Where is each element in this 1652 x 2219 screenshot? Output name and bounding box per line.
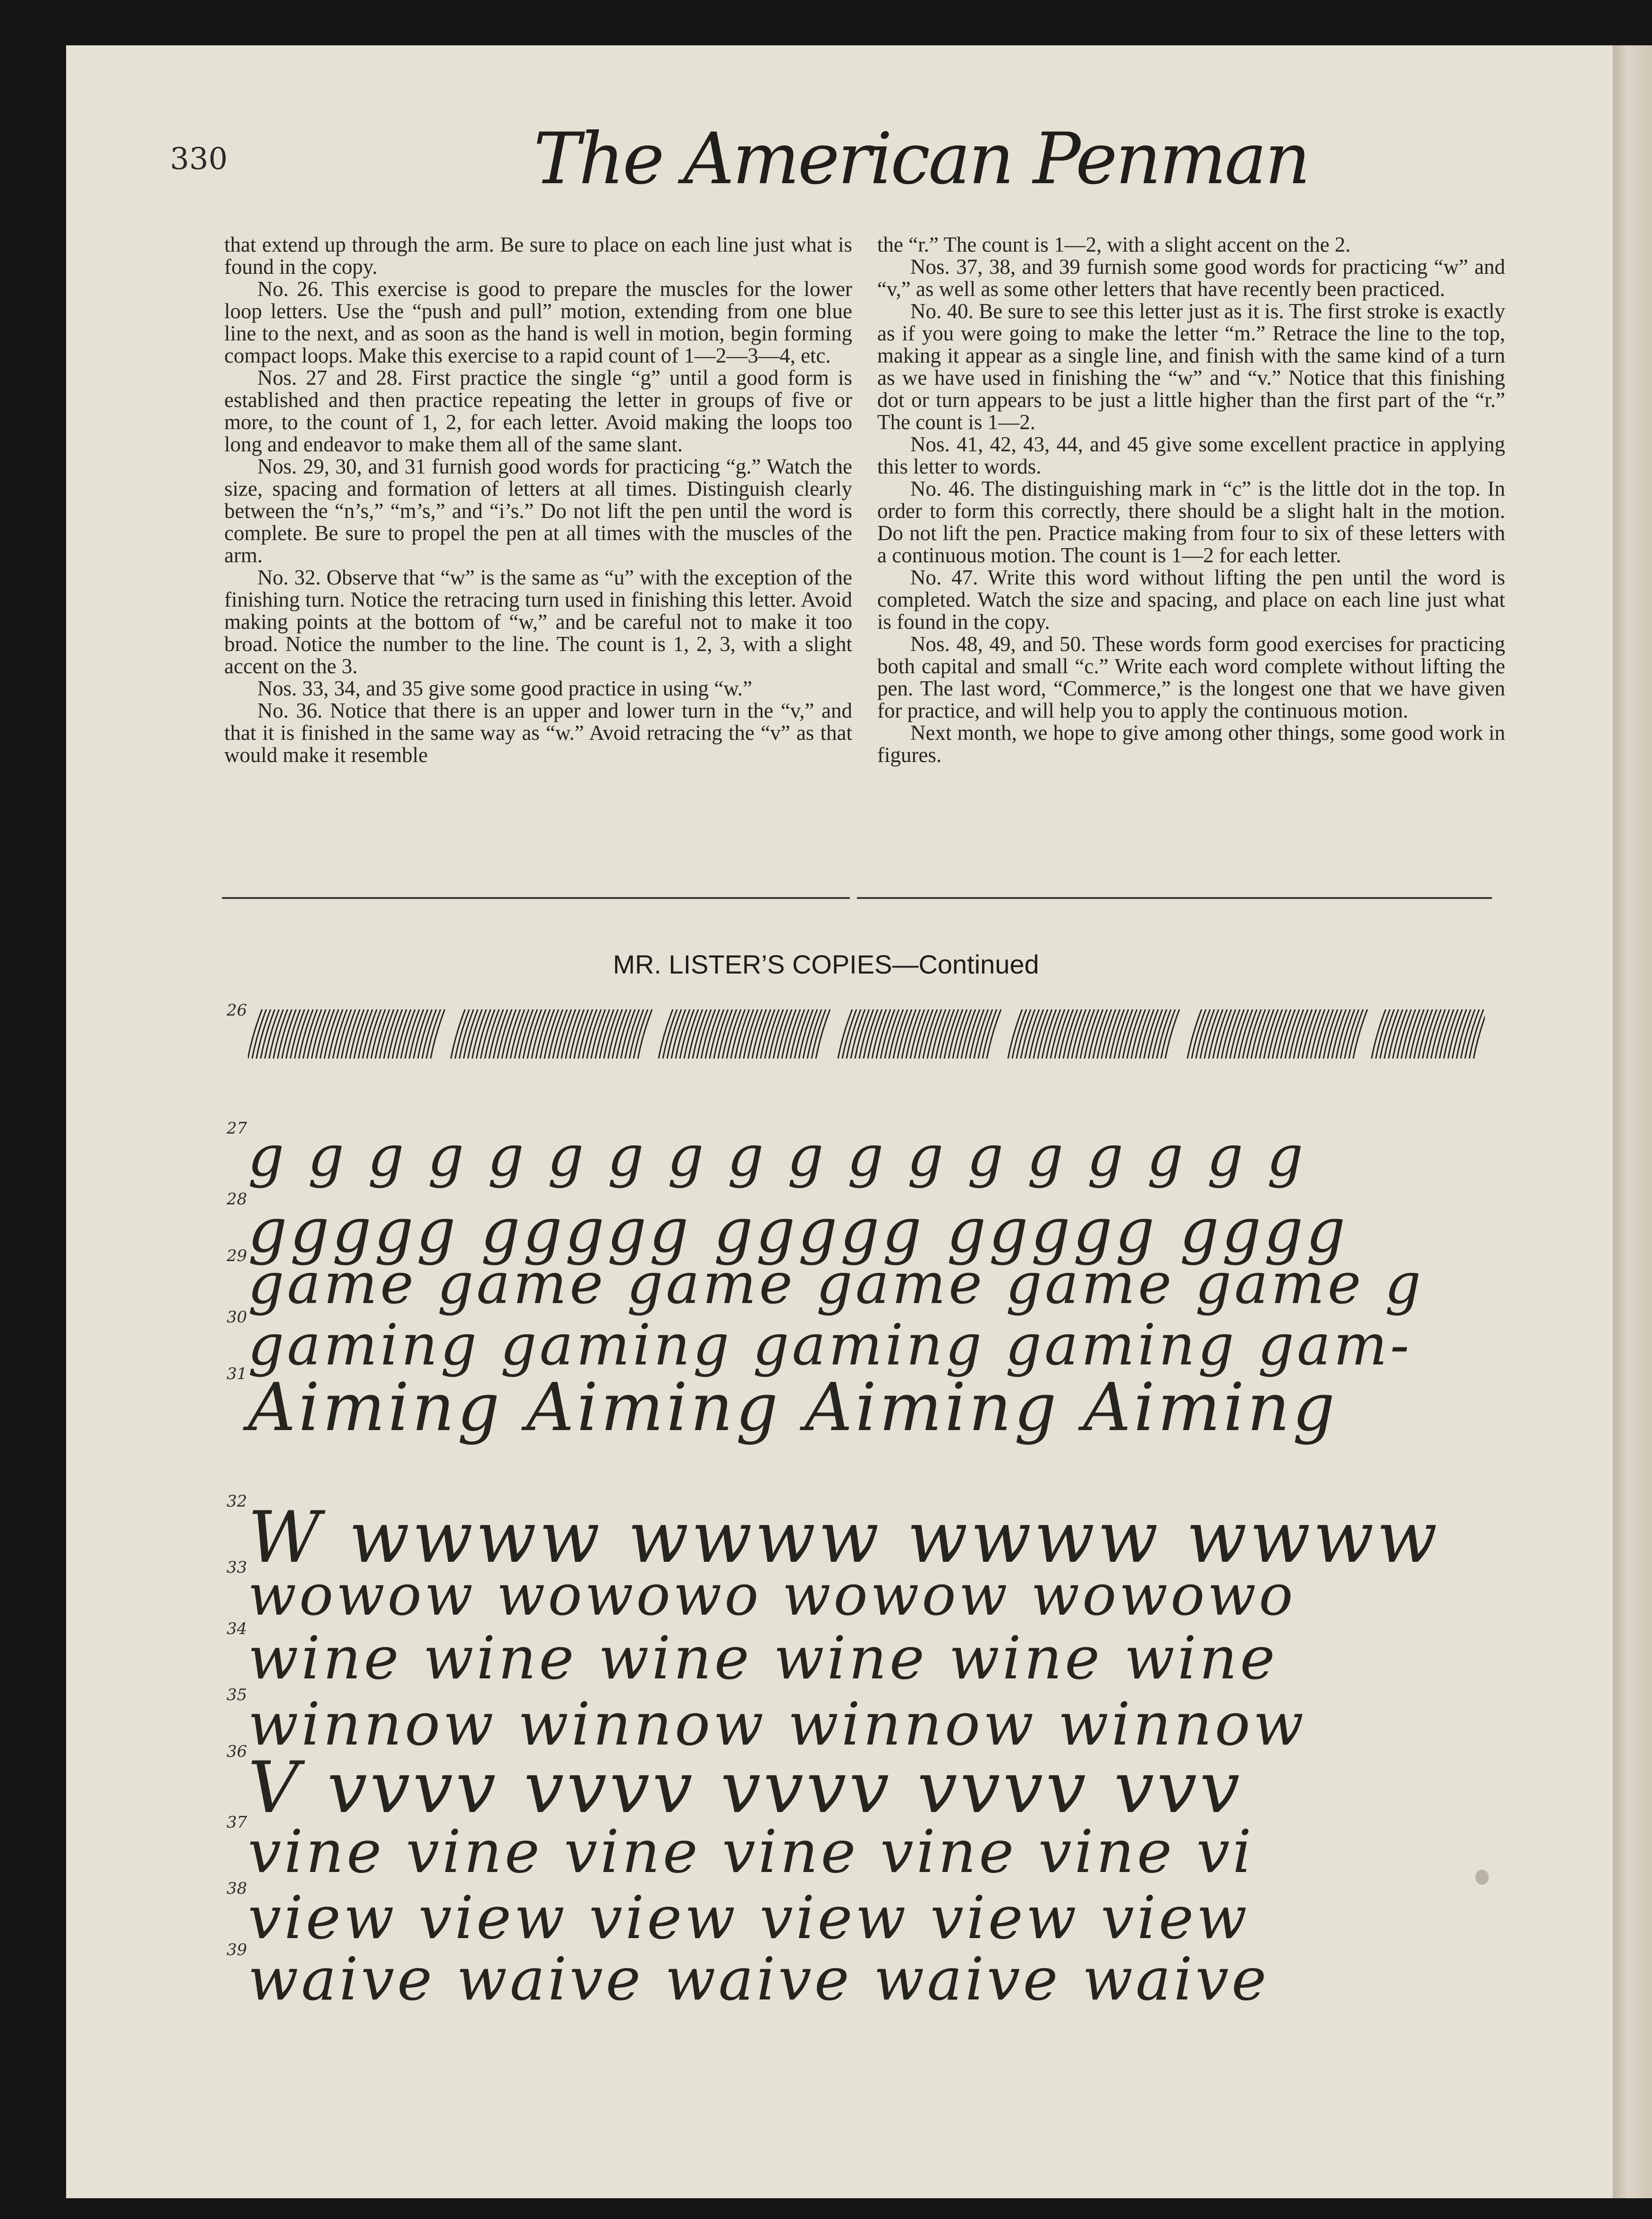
script-copy: g g g g g g g g g g g g g g g g g g <box>248 1124 1306 1189</box>
loop-drill-group <box>1008 1009 1179 1059</box>
article-paragraph: Nos. 29, 30, and 31 furnish good words for practicing “g.” Watch the size, spacing and formation of letters at all times. Distinguish clearly between the “n’s,” “m’s,” and “i’s.” Do not lift the pen until the word is complete. Be sure to propel the pen at all times with the muscles of the arm. <box>224 455 852 567</box>
copy-number: 29 <box>227 1246 247 1265</box>
article-paragraph: No. 32. Observe that “w” is the same as “u” with the exception of the finishing turn. Notice the retracing turn used in finishing this letter. Avoid making points at the bottom of “w,” and be careful not to make it too broad. Notice the number to the line. The count is 1, 2, 3, with a slight accent on the 3. <box>224 566 852 678</box>
copy-number: 35 <box>227 1685 247 1704</box>
loop-drill-group <box>1187 1009 1367 1059</box>
copy-number: 28 <box>227 1190 247 1209</box>
copy-number: 37 <box>227 1813 247 1832</box>
penmanship-copies <box>203 1001 1497 2134</box>
loop-stroke <box>1372 1009 1386 1059</box>
loop-stroke <box>451 1009 465 1059</box>
article-paragraph: Nos. 27 and 28. First practice the single “g” until a good form is established and then practice repeating the letter in groups of five or more, to the count of 1, 2, for each letter. Avoid making the loops too long and endeavor to make them all of the same slant. <box>224 366 852 456</box>
script-copy: gaming gaming gaming gaming gam- <box>248 1313 1412 1378</box>
loop-drill-group <box>248 1009 445 1059</box>
script-copy: ggggg ggggg ggggg ggggg gggg <box>248 1194 1348 1266</box>
loop-stroke <box>659 1009 673 1059</box>
copy-row <box>203 1558 1497 1629</box>
loop-drill-group <box>1372 1009 1485 1059</box>
article-paragraph: No. 40. Be sure to see this letter just as it is. The first stroke is exactly as if you were going to make the letter “m.” Retrace the line to the top, making it appear as a single line, and finish with the same kind of a turn as we have used in finishing the “w” and “v.” Notice that this finishing dot or turn appears to be just a little higher than the first part of the “r.” The count is 1—2. <box>877 299 1505 434</box>
article-paragraph: No. 46. The distinguishing mark in “c” is the little dot in the top. In order to form this correctly, there should be a slight halt in the motion. Do not lift the pen. Practice making from four to six of these letters with a continuous motion. The count is 1—2 for each letter. <box>877 477 1505 567</box>
script-copy: W wwww wwww wwww wwww <box>248 1497 1440 1579</box>
copy-number: 31 <box>227 1364 247 1383</box>
script-copy: game game game game game game g <box>248 1251 1424 1317</box>
copy-number: 39 <box>227 1940 247 1959</box>
copy-number: 30 <box>227 1308 247 1327</box>
copy-number: 32 <box>227 1492 247 1511</box>
script-copy: wine wine wine wine wine wine <box>248 1624 1278 1693</box>
script-copy: winnow winnow winnow winnow <box>248 1690 1307 1759</box>
copy-number: 36 <box>227 1742 247 1761</box>
script-copy: V vvvv vvvv vvvv vvvv vvv <box>248 1747 1243 1829</box>
copy-number: 27 <box>227 1119 247 1138</box>
article-paragraph: Nos. 41, 42, 43, 44, and 45 give some excellent practice in applying this letter to words. <box>877 432 1505 478</box>
loop-drill-group <box>659 1009 830 1059</box>
script-copy: waive waive waive waive waive <box>248 1945 1270 2014</box>
copy-row <box>203 1246 1497 1317</box>
loop-drill-exercise <box>248 1006 1485 1062</box>
copy-row <box>203 1813 1497 1884</box>
loop-stroke <box>1187 1009 1202 1059</box>
masthead-title: The American Penman <box>534 118 1309 200</box>
copy-number: 38 <box>227 1879 247 1898</box>
loop-stroke <box>1008 1009 1022 1059</box>
article-paragraph: Nos. 37, 38, and 39 furnish some good words for practicing “w” and “v,” as well as some other letters that have recently been practiced. <box>877 255 1505 301</box>
script-copy: Aiming Aiming Aiming Aiming <box>248 1369 1338 1446</box>
loop-stroke <box>838 1009 852 1059</box>
article-left-column <box>224 234 852 766</box>
section-title: MR. LISTER’S COPIES—Continued <box>613 949 1039 979</box>
article-paragraph: Nos. 33, 34, and 35 give some good practice in using “w.” <box>257 677 753 700</box>
article-paragraph: Next month, we hope to give among other things, some good work in figures. <box>877 721 1505 767</box>
loop-drill-group <box>838 1009 1001 1059</box>
loop-drill-group <box>451 1009 652 1059</box>
copy-row <box>203 1364 1497 1446</box>
copy-number: 26 <box>227 1001 247 1020</box>
copy-row <box>203 1119 1497 1190</box>
paper-stain <box>1475 1870 1489 1885</box>
copy-row <box>203 1940 1497 2014</box>
copy-row <box>203 1879 1497 1950</box>
article-paragraph: Nos. 48, 49, and 50. These words form good exercises for practicing both capital and small “c.” Write each word complete without lifting the pen. The last word, “Commerce,” is the longest one that we have given for practice, and will help you to apply the continuous motion. <box>877 632 1505 722</box>
copy-row <box>203 1619 1497 1693</box>
copy-row <box>203 1001 1497 1095</box>
next-page-edge <box>1613 45 1652 2198</box>
section-divider-right <box>857 897 1492 899</box>
copy-number: 33 <box>227 1558 247 1577</box>
masthead <box>534 118 1309 227</box>
loop-stroke <box>248 1009 262 1059</box>
article-right-column <box>877 234 1505 766</box>
article-paragraph: that extend up through the arm. Be sure to place on each line just what is found in the copy. <box>224 233 852 279</box>
script-copy: view view view view view view <box>248 1884 1250 1952</box>
script-copy: vine vine vine vine vine vine vi <box>248 1818 1254 1886</box>
section-divider-left <box>222 897 850 899</box>
script-copy: wowow wowowo wowow wowowo <box>248 1563 1296 1628</box>
page-number: 330 <box>170 142 228 177</box>
article-paragraph: No. 47. Write this word without lifting the pen until the word is completed. Watch the size and spacing, and place on each line just what is found in the copy. <box>877 566 1505 634</box>
article-paragraph: No. 36. Notice that there is an upper and lower turn in the “v,” and that it is finished in the same way as “w.” Avoid retracing the “v” as that would make it resemble <box>224 699 852 767</box>
article-paragraph: No. 26. This exercise is good to prepare the muscles for the lower loop letters. Use the “push and pull” motion, extending from one blue line to the next, and as soon as the hand is well in motion, begin forming compact loops. Make this exercise to a rapid count of 1—2—3—4, etc. <box>224 277 852 367</box>
article-paragraph: the “r.” The count is 1—2, with a slight accent on the 2. <box>877 233 1351 256</box>
copy-number: 34 <box>227 1619 247 1638</box>
